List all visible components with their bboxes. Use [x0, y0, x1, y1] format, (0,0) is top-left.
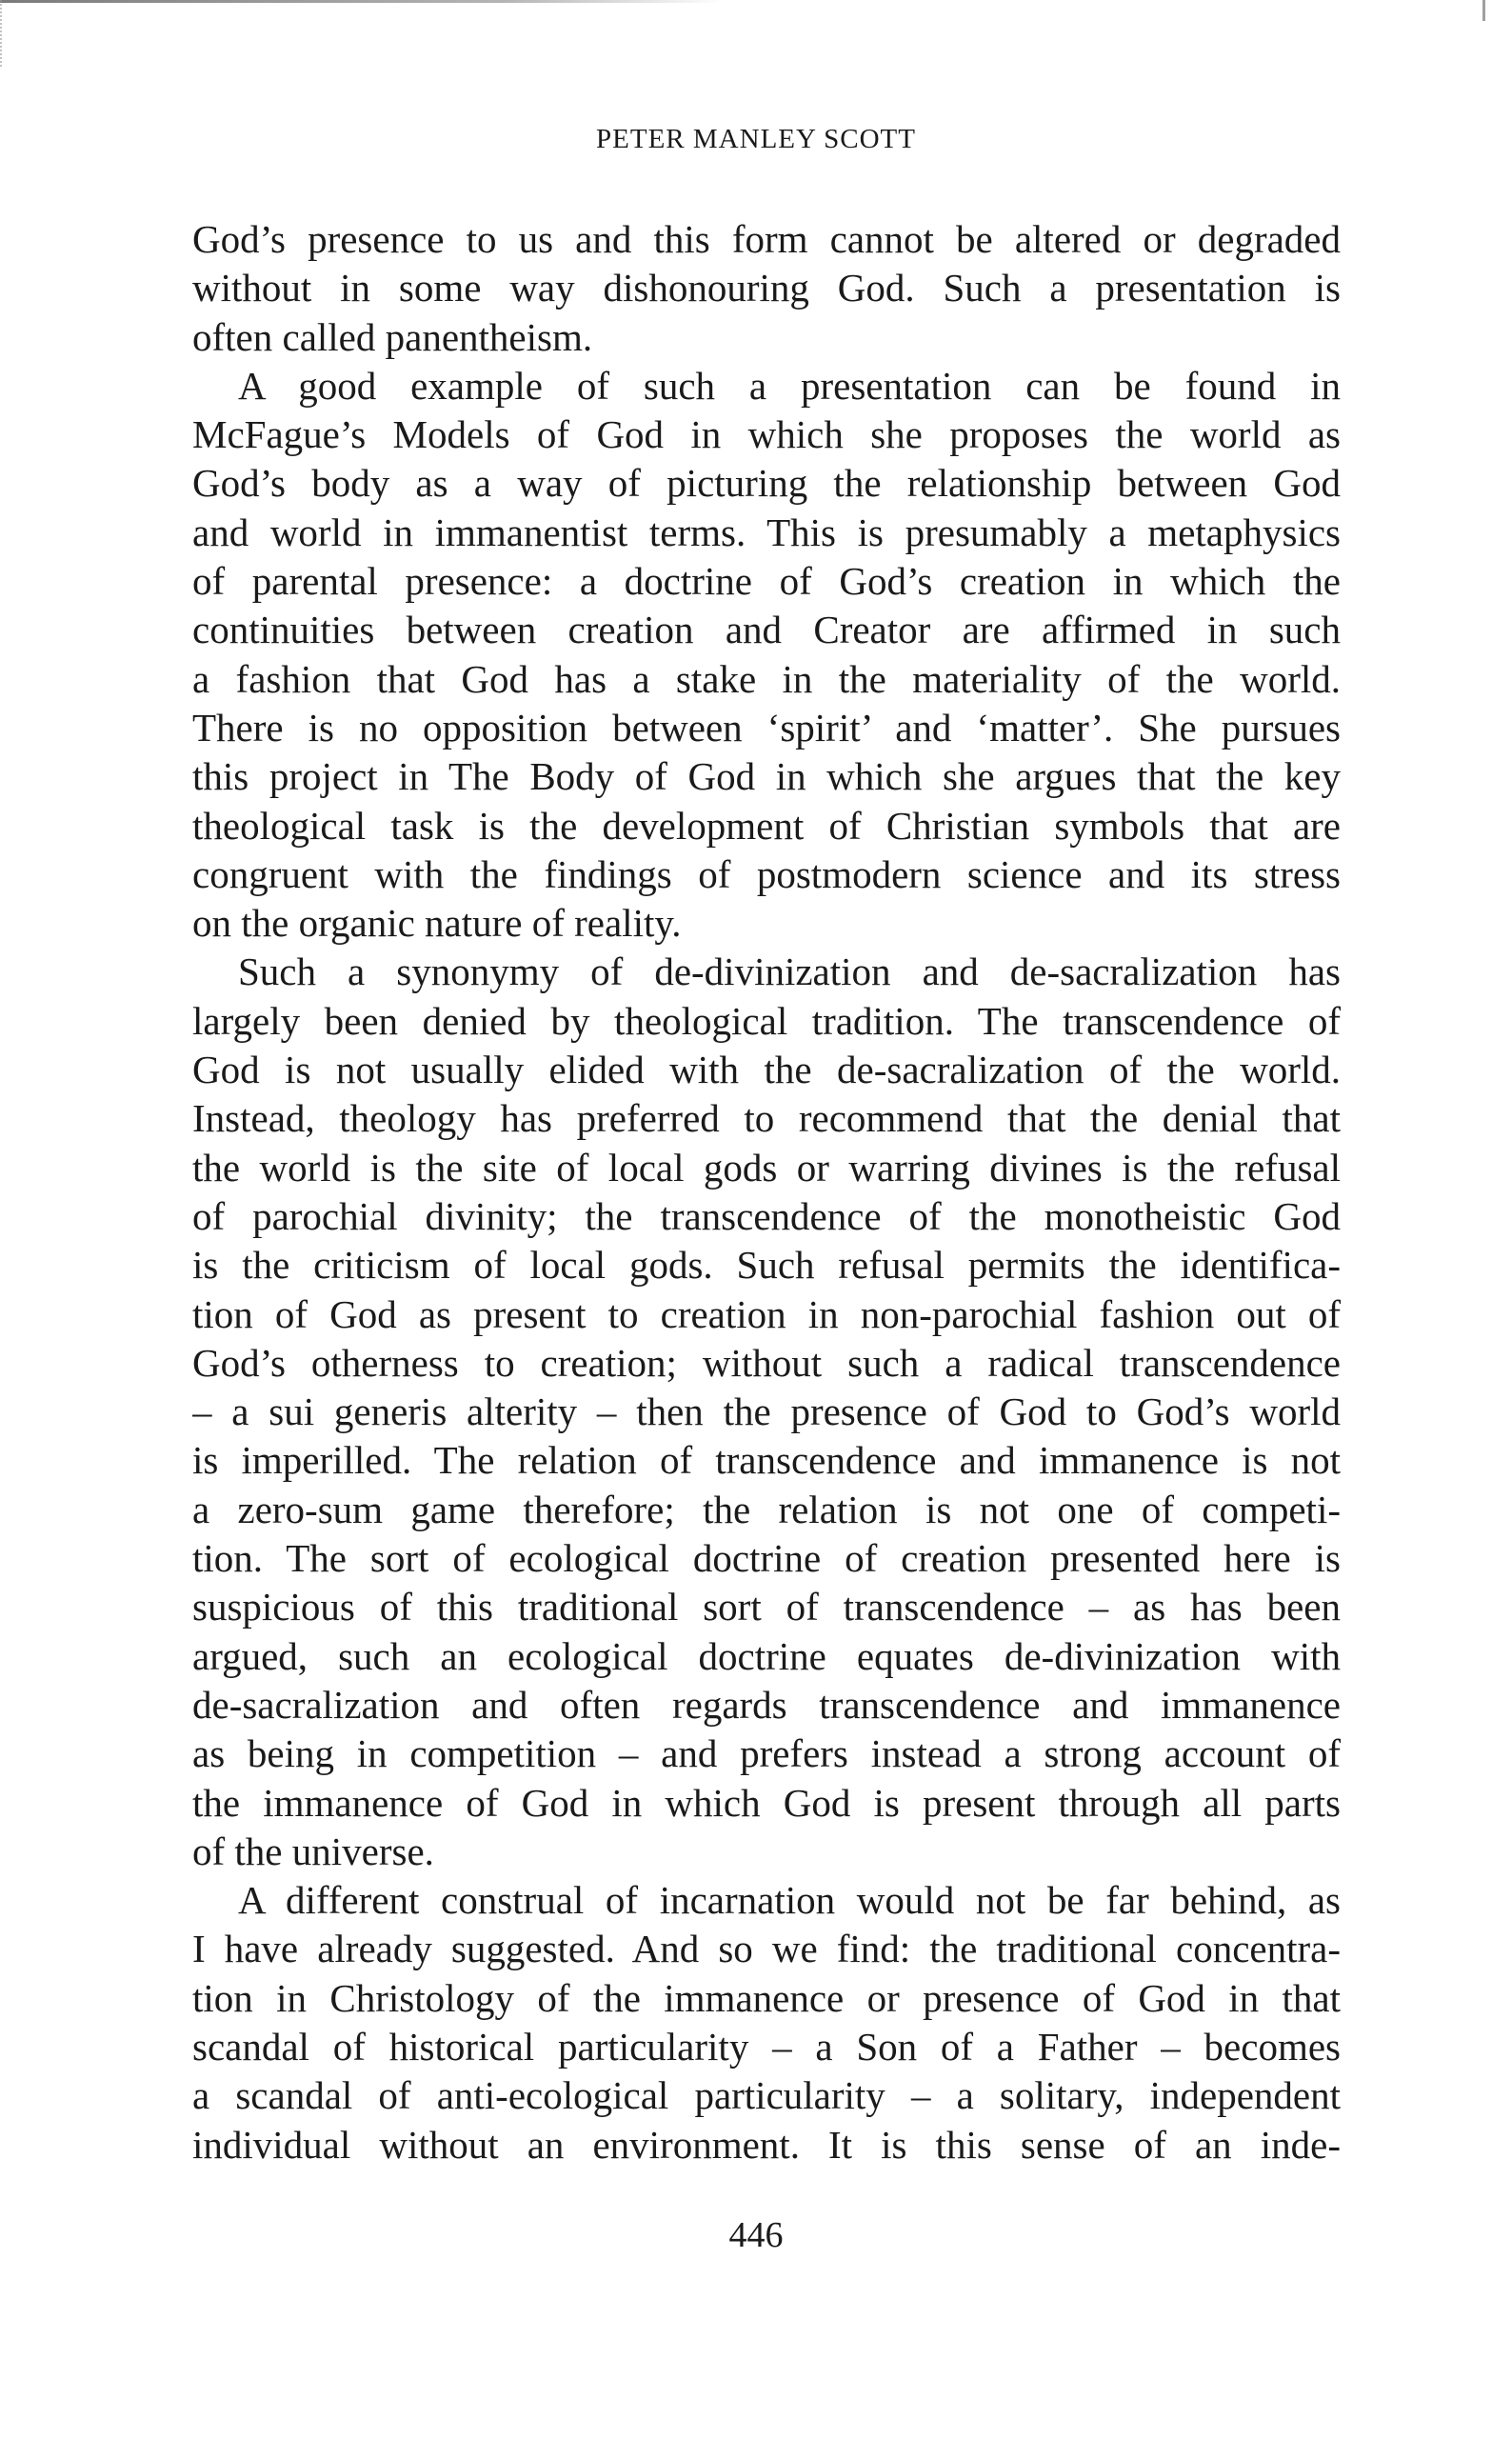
text-line: tion in Christology of the immanence or presence of God in that: [192, 1975, 1341, 2020]
text-line: God’s body as a way of picturing the relationship between God: [192, 461, 1341, 506]
text-line: of parochial divinity; the transcendence of the monotheistic God: [192, 1193, 1341, 1238]
text-line: McFague’s Models of God in which she proposes the world as: [192, 412, 1341, 457]
text-line: of the universe.: [192, 1829, 434, 1873]
paragraph-first-line: A good example of such a presentation can be found in: [238, 363, 1341, 408]
text-line: I have already suggested. And so we find: the traditional concentra-: [192, 1927, 1341, 1971]
text-line: tion. The sort of ecological doctrine of creation presented here is: [192, 1536, 1341, 1581]
text-line: a zero-sum game therefore; the relation is not one of competi-: [192, 1487, 1341, 1531]
text-line: on the organic nature of reality.: [192, 901, 682, 946]
text-line: God’s otherness to creation; without such a radical transcendence: [192, 1340, 1341, 1385]
text-line: God’s presence to us and this form cannot be altered or degraded: [192, 217, 1341, 261]
text-line: There is no opposition between ‘spirit’ and ‘matter’. She pursues: [192, 705, 1341, 750]
text-line: God is not usually elided with the de-sacralization of the world.: [192, 1048, 1341, 1092]
text-line: tion of God as present to creation in non-parochial fashion out of: [192, 1291, 1341, 1336]
text-line: the world is the site of local gods or warring divines is the refusal: [192, 1145, 1341, 1190]
page-number: 446: [728, 2215, 784, 2255]
text-line: is the criticism of local gods. Such refusal permits the identifica-: [192, 1243, 1341, 1288]
text-line: scandal of historical particularity – a Son of a Father – becomes: [192, 2024, 1341, 2069]
text-line: de-sacralization and often regards transcendence and immanence: [192, 1682, 1341, 1727]
text-line: a fashion that God has a stake in the materiality of the world.: [192, 656, 1341, 701]
text-line: often called panentheism.: [192, 314, 593, 359]
text-line: is imperilled. The relation of transcendence and immanence is not: [192, 1438, 1341, 1483]
text-line: individual without an environment. It is this sense of an inde-: [192, 2122, 1341, 2167]
text-line: without in some way dishonouring God. Such a presentation is: [192, 266, 1341, 310]
text-line: theological task is the development of Christian symbols that are: [192, 803, 1341, 848]
text-line: – a sui generis alterity – then the presence of God to God’s world: [192, 1389, 1341, 1434]
body-text: [192, 215, 1341, 2169]
scan-edge-artifact: [0, 0, 724, 3]
text-line: of parental presence: a doctrine of God’s creation in which the: [192, 559, 1341, 604]
paragraph-first-line: A different construal of incarnation would not be far behind, as: [238, 1878, 1341, 1923]
text-line: the immanence of God in which God is present through all parts: [192, 1780, 1341, 1825]
text-line: and world in immanentist terms. This is presumably a metaphysics: [192, 510, 1341, 554]
text-line: this project in The Body of God in which she argues that the key: [192, 754, 1341, 799]
running-head: PETER MANLEY SCOTT: [596, 124, 916, 154]
scan-corner-artifact-right: [1475, 0, 1485, 21]
text-line: continuities between creation and Creator are affirmed in such: [192, 608, 1341, 652]
text-line: Instead, theology has preferred to recommend that the denial that: [192, 1096, 1341, 1141]
scan-corner-artifact-left: [0, 0, 19, 67]
text-line: suspicious of this traditional sort of transcendence – as has been: [192, 1585, 1341, 1629]
paragraph-first-line: Such a synonymy of de-divinization and de-sacralization has: [238, 950, 1341, 994]
text-line: a scandal of anti-ecological particularity – a solitary, independent: [192, 2073, 1341, 2118]
text-line: largely been denied by theological tradition. The transcendence of: [192, 998, 1341, 1043]
text-line: congruent with the findings of postmodern science and its stress: [192, 851, 1341, 896]
text-line: argued, such an ecological doctrine equates de-divinization with: [192, 1633, 1341, 1678]
text-line: as being in competition – and prefers instead a strong account of: [192, 1731, 1341, 1776]
